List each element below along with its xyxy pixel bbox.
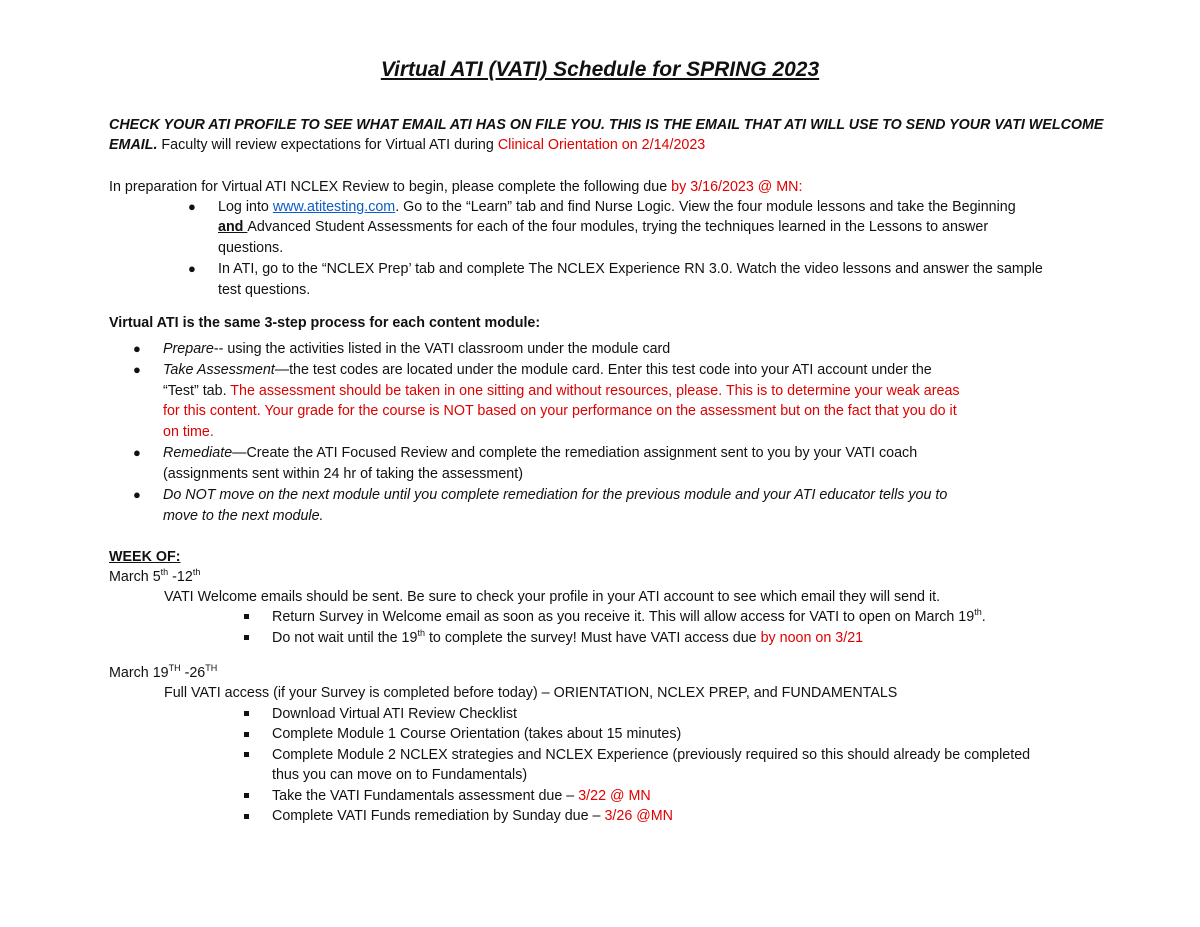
week-2-item-1: Download Virtual ATI Review Checklist: [272, 706, 518, 722]
process-item-assessment: [163, 360, 932, 380]
week-1-item-2-suffix: th: [417, 628, 425, 639]
assessment-line-2: [163, 381, 960, 401]
prep-item-1-and: and: [218, 219, 248, 235]
bullet-icon: ●: [188, 261, 196, 276]
week-1-item-1-end: .: [981, 609, 986, 625]
process-item-note-line-1: Do NOT move on the next module until you complete remediation for the previous module and your ATI educator tells you to: [163, 487, 948, 503]
week-2-start: March 19: [109, 665, 169, 681]
ati-website-link[interactable]: www.atitesting.com: [272, 199, 396, 215]
intro-line-2: [109, 135, 705, 155]
remediate-label: Remediate: [163, 445, 233, 461]
week-2-item-4-deadline: 3/22 @ MN: [578, 788, 651, 804]
week-2-item-5-text: Complete VATI Funds remediation by Sunday due –: [272, 808, 605, 824]
week-of-heading: WEEK OF:: [109, 549, 181, 565]
assessment-line-4: on time.: [163, 424, 214, 440]
process-item-remediate: [163, 443, 917, 463]
week-1-dates: [109, 567, 200, 587]
week-2-item-3-line-2: thus you can move on to Fundamentals): [272, 767, 528, 783]
prep-item-1-line-1: [218, 197, 1016, 217]
week-2-item-4-text: Take the VATI Fundamentals assessment due –: [272, 788, 579, 804]
bullet-icon: ●: [133, 341, 141, 356]
prep-item-2-line-2: test questions.: [218, 282, 311, 298]
prep-item-1-post: . Go to the “Learn” tab and find Nurse Logic. View the four module lessons and take the Beginning: [395, 199, 1016, 215]
square-bullet-icon: [244, 614, 249, 619]
prep-item-2-line-1: In ATI, go to the “NCLEX Prep’ tab and complete The NCLEX Experience RN 3.0. Watch the video lessons and answer the sample: [218, 261, 1043, 277]
prepare-text: -- using the activities listed in the VATI classroom under the module card: [213, 341, 671, 357]
week-1-description: VATI Welcome emails should be sent. Be sure to check your profile in your ATI account to see which email they will send it.: [164, 589, 941, 605]
intro-line-1: CHECK YOUR ATI PROFILE TO SEE WHAT EMAIL ATI HAS ON FILE YOU. THIS IS THE EMAIL THAT ATI WILL USE TO SEND YOUR VATI WELCOME: [109, 117, 1104, 133]
prep-due-date: by 3/16/2023 @ MN:: [671, 179, 803, 195]
week-2-item-2: Complete Module 1 Course Orientation (takes about 15 minutes): [272, 726, 682, 742]
page-title: Virtual ATI (VATI) Schedule for SPRING 2023: [380, 58, 820, 81]
process-item-prepare: [163, 339, 670, 359]
remediate-line-2: (assignments sent within 24 hr of taking the assessment): [163, 466, 523, 482]
prepare-label: Prepare: [163, 341, 214, 357]
intro-orientation-date: Clinical Orientation on 2/14/2023: [497, 137, 706, 153]
week-1-item-1: [272, 607, 986, 627]
process-heading: Virtual ATI is the same 3-step process for each content module:: [109, 315, 541, 331]
prep-lead: [109, 177, 802, 197]
square-bullet-icon: [244, 752, 249, 757]
intro-email-bold: EMAIL.: [109, 137, 158, 153]
assessment-line-3: for this content. Your grade for the course is NOT based on your performance on the assessment but on the fact that you do it: [163, 403, 957, 419]
week-1-start: March 5: [109, 569, 161, 585]
week-2-item-5-deadline: 3/26 @MN: [604, 808, 673, 824]
week-2-item-3-line-1: Complete Module 2 NCLEX strategies and NCLEX Experience (previously required so this should already be completed: [272, 747, 1031, 763]
bullet-icon: ●: [133, 487, 141, 502]
assessment-text: —the test codes are located under the module card. Enter this test code into your ATI account under the: [274, 362, 932, 378]
week-1-start-suffix: th: [160, 567, 169, 578]
week-1-item-1-text: Return Survey in Welcome email as soon as you receive it. This will allow access for VATI to open on March 19: [272, 609, 975, 625]
prep-item-1-pre: Log into: [218, 199, 273, 215]
bullet-icon: ●: [188, 199, 196, 214]
bullet-icon: ●: [133, 362, 141, 377]
week-2-end: -26: [180, 665, 206, 681]
week-2-item-4: [272, 786, 651, 806]
week-2-dates: [109, 663, 217, 683]
prep-lead-text: In preparation for Virtual ATI NCLEX Review to begin, please complete the following due: [109, 179, 672, 195]
square-bullet-icon: [244, 793, 249, 798]
week-1-item-2-deadline: by noon on 3/21: [760, 630, 864, 646]
week-2-item-5: [272, 806, 673, 826]
square-bullet-icon: [244, 732, 249, 737]
week-1-item-2-text: Do not wait until the 19: [272, 630, 418, 646]
assessment-test-tab: “Test” tab.: [163, 383, 231, 399]
week-2-start-suffix: TH: [168, 663, 181, 674]
process-item-note-line-2: move to the next module.: [163, 508, 324, 524]
bullet-icon: ●: [133, 445, 141, 460]
week-2-description: Full VATI access (if your Survey is completed before today) – ORIENTATION, NCLEX PREP, and FUNDAMENTALS: [164, 685, 898, 701]
remediate-text: —Create the ATI Focused Review and complete the remediation assignment sent to you by your VATI coach: [232, 445, 918, 461]
intro-faculty-text: Faculty will review expectations for Virtual ATI during: [157, 137, 498, 153]
square-bullet-icon: [244, 635, 249, 640]
week-1-end-suffix: th: [192, 567, 201, 578]
assessment-label: Take Assessment: [163, 362, 275, 378]
prep-item-1-rest: Advanced Student Assessments for each of the four modules, trying the techniques learned in the Lessons to answer: [247, 219, 989, 235]
prep-item-1-line-3: questions.: [218, 240, 284, 256]
assessment-warning: The assessment should be taken in one sitting and without resources, please. This is to determine your weak areas: [230, 383, 960, 399]
week-1-end: -12: [168, 569, 193, 585]
week-1-item-2: [272, 628, 863, 648]
prep-item-1-line-2: [218, 217, 988, 237]
square-bullet-icon: [244, 711, 249, 716]
week-2-end-suffix: TH: [205, 663, 218, 674]
week-1-item-1-suffix: th: [974, 607, 982, 618]
week-1-item-2-mid: to complete the survey! Must have VATI access due: [424, 630, 761, 646]
square-bullet-icon: [244, 814, 249, 819]
